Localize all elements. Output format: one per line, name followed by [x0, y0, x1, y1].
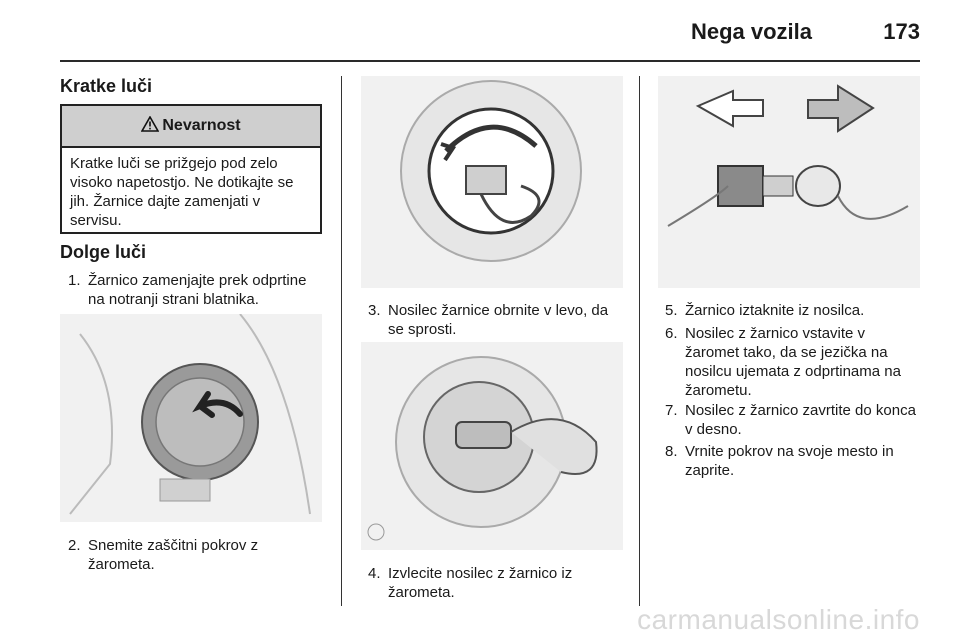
section-title: Kratke luči: [60, 76, 153, 96]
step-8: 8. Vrnite pokrov na svoje mesto in zaprite.: [665, 443, 894, 479]
header-divider: [60, 60, 920, 62]
subsection-title: Dolge luči: [60, 242, 147, 262]
illustration-holder-rotate: [361, 76, 623, 288]
step-3: 3. Nosilec žarnice obrnite v levo, da se sprosti.: [368, 302, 609, 338]
step-6: 6. Nosilec z žarnico vstavite v žaromet tako, da se jezička na nosilcu ujemata z odprtinama na žarometu.: [665, 325, 901, 399]
warning-box: [60, 104, 322, 234]
column-divider-1: [341, 76, 342, 606]
column-divider-2: [639, 76, 640, 606]
step-5: 5. Žarnico iztaknite iz nosilca.: [665, 302, 865, 319]
page-header-title: Nega vozila: [690, 19, 812, 44]
step-2: 2. Snemite zaščitni pokrov z žarometa.: [68, 537, 259, 573]
page-number: 173: [883, 19, 920, 44]
step-1: 1. Žarnico zamenjajte prek odprtine na notranji strani blatnika.: [68, 272, 307, 308]
warning-header: [62, 106, 320, 148]
step-4: 4. Izvlecite nosilec z žarnico iz žarometa.: [368, 565, 573, 601]
step-7: 7. Nosilec z žarnico zavrtite do konca v desno.: [665, 402, 916, 438]
illustration-bulb-detach: [658, 76, 920, 288]
illustration-holder-remove: [361, 342, 623, 550]
illustration-fender-opening: [60, 314, 322, 522]
watermark: carmanualsonline.info: [637, 604, 920, 635]
warning-title: Nevarnost: [162, 117, 241, 134]
warning-text: Kratke luči se prižgejo pod zelo visoko napetostjo. Ne dotikajte se jih. Žarnice dajte zamenjati v servisu.: [70, 155, 294, 229]
warning-triangle-icon: [141, 116, 159, 137]
